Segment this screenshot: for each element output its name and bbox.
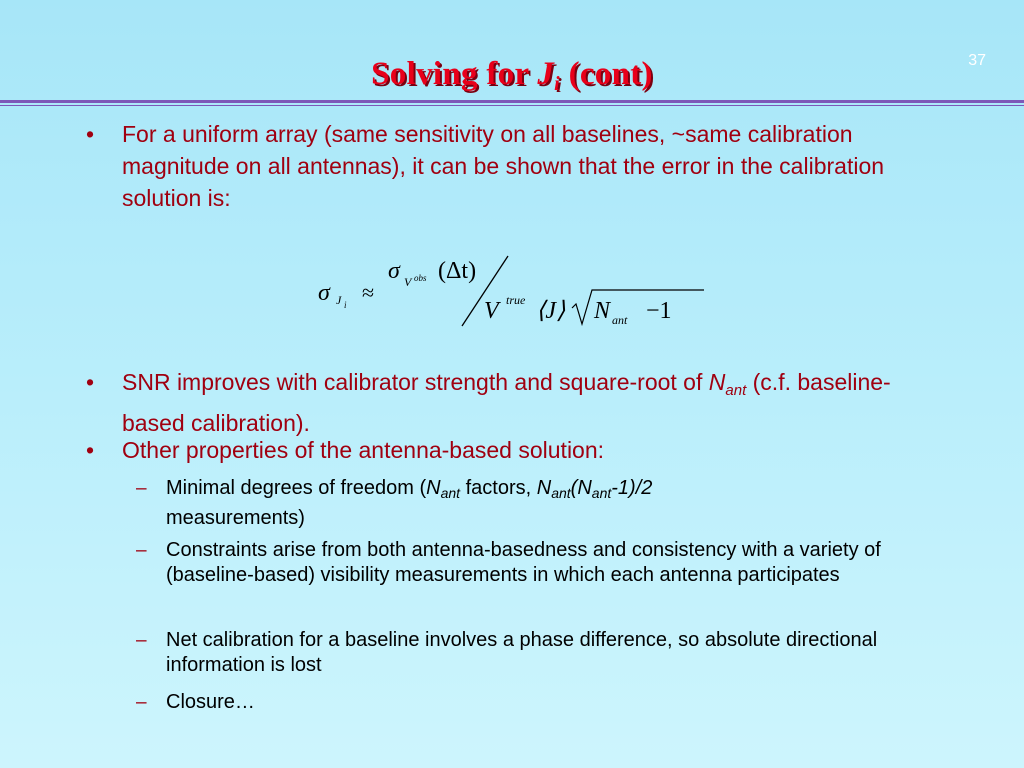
formula-num-sub: V (404, 275, 412, 289)
dash-marker: – (136, 630, 147, 651)
formula-den-V: V (484, 298, 499, 324)
bullet-marker: • (86, 369, 95, 395)
dash-marker: – (136, 540, 147, 561)
bullet-marker: • (86, 121, 95, 147)
calibration-error-formula (310, 248, 710, 332)
dash-marker: – (136, 478, 147, 499)
formula-lhs-sub: J (336, 293, 342, 307)
formula-den-N: N (594, 298, 611, 324)
formula-num-paren: (Δt) (438, 258, 477, 284)
formula-den-J: ⟨J⟩ (536, 298, 566, 324)
bullet-marker: • (86, 437, 95, 463)
title-divider (0, 100, 1024, 106)
formula-num-sigma: σ (388, 258, 400, 284)
bullet-uniform-array: For a uniform array (same sensitivity on all baselines, ~same calibration magnitude on all antennas), it can be shown that the error in the calibration solution is: (122, 121, 885, 211)
bullet-snr: SNR improves with calibrator strength and square-root of $N_{ant}$ (c.f. baseline-based calibration). (122, 369, 891, 436)
formula-den-minus-one: −1 (646, 298, 672, 324)
formula-den-sup: true (506, 293, 526, 307)
sub-bullet-net-calibration: Net calibration for a baseline involves a phase difference, so absolute directional information is lost (166, 629, 878, 676)
slide-number: 37 (968, 52, 986, 69)
formula-approx: ≈ (362, 280, 375, 305)
formula-lhs-subsub: i (344, 300, 347, 310)
sub-bullet-degrees-of-freedom: Minimal degrees of freedom ($N_{ant}$ factors, $N_{ant}(N_{ant}-1)/2$ measurements) (166, 477, 653, 529)
formula-sigma-lhs: σ (318, 280, 330, 306)
slide-title: Solving for $J_i$ (cont) (371, 56, 653, 95)
sub-bullet-constraints: Constraints arise from both antenna-basedness and consistency with a variety of (baseline-based) visibility measurements in which each antenna participates (166, 539, 881, 586)
sub-bullet-closure: Closure… (166, 691, 255, 713)
formula-den-N-sub: ant (612, 313, 628, 327)
bullet-other-properties: Other properties of the antenna-based solution: (122, 437, 605, 463)
formula-num-sup: obs (414, 273, 427, 283)
formula-sqrt-sign (572, 290, 704, 324)
dash-marker: – (136, 692, 147, 713)
